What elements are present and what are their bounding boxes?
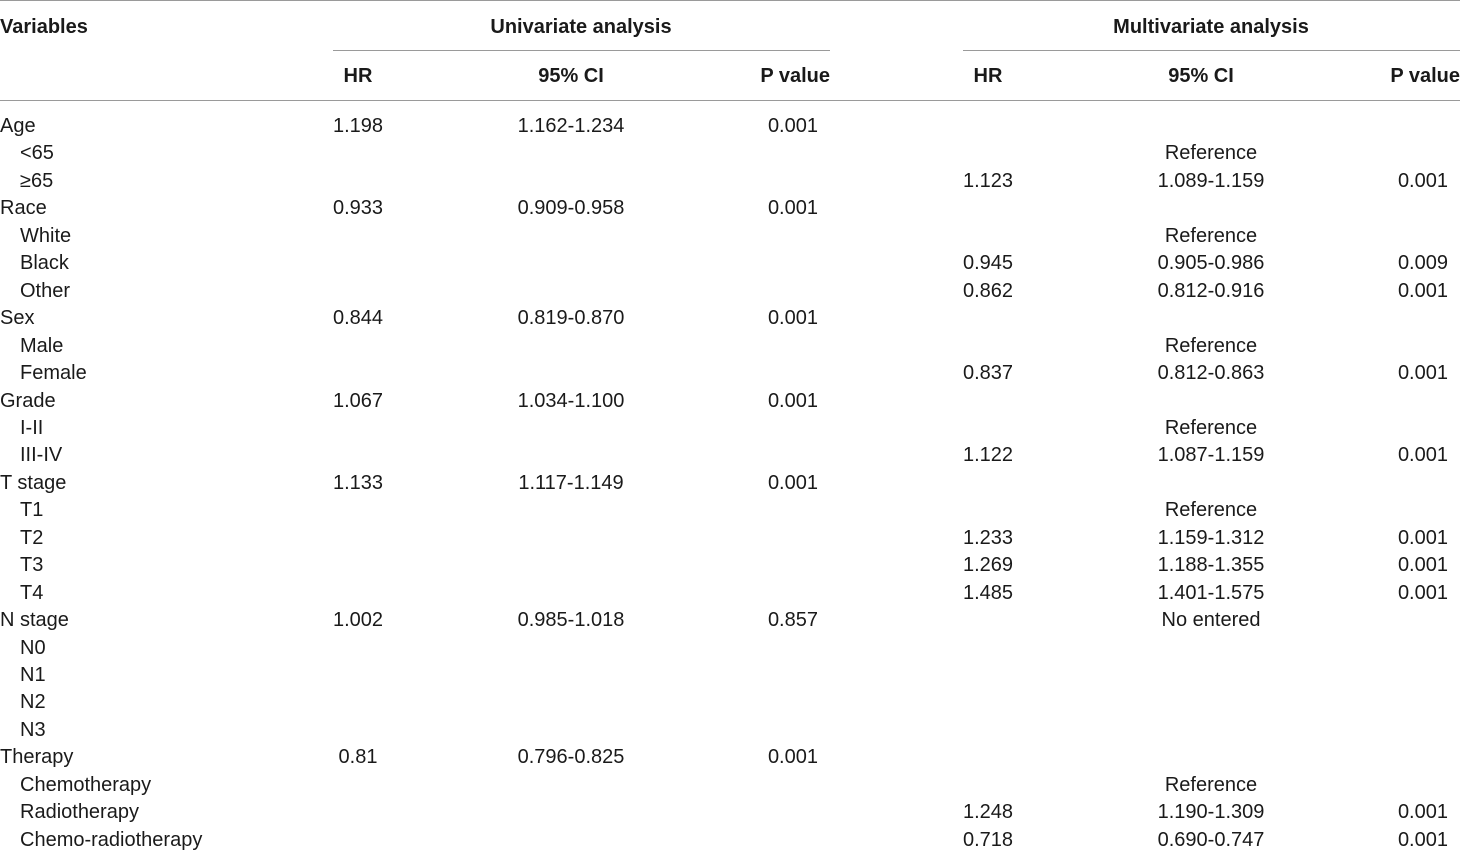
univariate-ci-cell: 0.985-1.018 bbox=[517, 609, 625, 631]
top-rule bbox=[0, 0, 1460, 1]
univariate-ci-cell: 1.162-1.234 bbox=[517, 115, 625, 137]
univariate-hr-header: HR bbox=[343, 65, 373, 87]
univariate-ci-cell: 1.117-1.149 bbox=[518, 472, 624, 494]
multivariate-ci-cell: No entered bbox=[1161, 609, 1261, 631]
variable-label: Male bbox=[20, 335, 64, 357]
multivariate-p-cell: 0.001 bbox=[1397, 829, 1448, 851]
multivariate-p-cell: 0.001 bbox=[1397, 527, 1448, 549]
univariate-p-cell: 0.001 bbox=[767, 472, 818, 494]
variable-label: T4 bbox=[20, 582, 44, 604]
variable-label: I-II bbox=[20, 417, 44, 439]
multivariate-ci-cell: 0.812-0.916 bbox=[1157, 280, 1265, 302]
variable-label: N3 bbox=[20, 719, 46, 741]
multivariate-hr-header: HR bbox=[973, 65, 1003, 87]
multivariate-group-rule bbox=[963, 50, 1460, 51]
multivariate-ci-cell: 1.087-1.159 bbox=[1157, 444, 1265, 466]
multivariate-ci-cell: 1.188-1.355 bbox=[1157, 554, 1265, 576]
variable-label: N1 bbox=[20, 664, 46, 686]
univariate-p-header: P value bbox=[760, 65, 830, 87]
multivariate-hr-cell: 1.485 bbox=[962, 582, 1014, 604]
variable-label: White bbox=[20, 225, 72, 247]
univariate-hr-cell: 1.133 bbox=[332, 472, 384, 494]
multivariate-p-header: P value bbox=[1390, 65, 1460, 87]
multivariate-ci-cell: Reference bbox=[1164, 417, 1258, 439]
multivariate-ci-cell: Reference bbox=[1164, 225, 1258, 247]
variable-label: ≥65 bbox=[20, 170, 54, 192]
univariate-hr-cell: 1.067 bbox=[332, 390, 384, 412]
multivariate-p-cell: 0.001 bbox=[1397, 801, 1448, 823]
multivariate-hr-cell: 1.233 bbox=[962, 527, 1014, 549]
univariate-p-cell: 0.001 bbox=[767, 115, 818, 137]
multivariate-p-cell: 0.001 bbox=[1397, 582, 1448, 604]
multivariate-hr-cell: 1.269 bbox=[962, 554, 1014, 576]
multivariate-ci-cell: 1.159-1.312 bbox=[1157, 527, 1265, 549]
multivariate-hr-cell: 1.248 bbox=[962, 801, 1014, 823]
univariate-p-cell: 0.001 bbox=[767, 307, 818, 329]
variable-label: Age bbox=[0, 115, 36, 137]
variable-label: N2 bbox=[20, 691, 46, 713]
variable-label: Female bbox=[20, 362, 87, 384]
variable-label: Chemotherapy bbox=[20, 774, 152, 796]
multivariate-ci-cell: Reference bbox=[1164, 142, 1258, 164]
variable-label: Other bbox=[20, 280, 71, 302]
univariate-ci-cell: 0.909-0.958 bbox=[517, 197, 625, 219]
univariate-p-cell: 0.001 bbox=[767, 197, 818, 219]
multivariate-p-cell: 0.001 bbox=[1397, 280, 1448, 302]
header-bottom-rule bbox=[0, 100, 1460, 101]
univariate-hr-cell: 1.198 bbox=[332, 115, 384, 137]
univariate-ci-cell: 1.034-1.100 bbox=[517, 390, 625, 412]
univariate-ci-header: 95% CI bbox=[538, 65, 604, 87]
univariate-hr-cell: 0.933 bbox=[332, 197, 384, 219]
univariate-group-rule bbox=[333, 50, 830, 51]
variable-label: <65 bbox=[20, 142, 54, 164]
variable-label: Therapy bbox=[0, 746, 74, 768]
univariate-hr-cell: 1.002 bbox=[332, 609, 384, 631]
variable-label: Grade bbox=[0, 390, 56, 412]
multivariate-p-cell: 0.001 bbox=[1397, 444, 1448, 466]
multivariate-ci-cell: Reference bbox=[1164, 774, 1258, 796]
univariate-p-cell: 0.001 bbox=[767, 390, 818, 412]
multivariate-hr-cell: 0.718 bbox=[962, 829, 1014, 851]
multivariate-ci-cell: 1.401-1.575 bbox=[1157, 582, 1265, 604]
multivariate-ci-header: 95% CI bbox=[1168, 65, 1234, 87]
multivariate-hr-cell: 0.945 bbox=[962, 252, 1014, 274]
variable-label: T3 bbox=[20, 554, 44, 576]
multivariate-hr-cell: 1.122 bbox=[962, 444, 1014, 466]
variable-label: T2 bbox=[20, 527, 44, 549]
variable-label: Black bbox=[20, 252, 69, 274]
univariate-hr-cell: 0.81 bbox=[338, 746, 378, 768]
univariate-hr-cell: 0.844 bbox=[332, 307, 384, 329]
multivariate-header: Multivariate analysis bbox=[1113, 16, 1309, 38]
variable-label: Radiotherapy bbox=[20, 801, 139, 823]
univariate-ci-cell: 0.819-0.870 bbox=[517, 307, 625, 329]
variable-label: T1 bbox=[20, 499, 44, 521]
multivariate-p-cell: 0.001 bbox=[1397, 554, 1448, 576]
univariate-p-cell: 0.001 bbox=[767, 746, 818, 768]
multivariate-ci-cell: 1.089-1.159 bbox=[1157, 170, 1265, 192]
multivariate-ci-cell: 1.190-1.309 bbox=[1157, 801, 1265, 823]
multivariate-p-cell: 0.001 bbox=[1397, 170, 1448, 192]
variable-label: N0 bbox=[20, 637, 46, 659]
variable-label: T stage bbox=[0, 472, 67, 494]
univariate-p-cell: 0.857 bbox=[767, 609, 818, 631]
variable-label: Chemo-radiotherapy bbox=[20, 829, 203, 851]
multivariate-ci-cell: 0.905-0.986 bbox=[1157, 252, 1265, 274]
multivariate-ci-cell: 0.812-0.863 bbox=[1157, 362, 1265, 384]
multivariate-p-cell: 0.009 bbox=[1397, 252, 1448, 274]
multivariate-ci-cell: 0.690-0.747 bbox=[1157, 829, 1265, 851]
multivariate-p-cell: 0.001 bbox=[1397, 362, 1448, 384]
multivariate-hr-cell: 0.837 bbox=[962, 362, 1014, 384]
univariate-header: Univariate analysis bbox=[490, 16, 672, 38]
variables-header: Variables bbox=[0, 16, 88, 38]
multivariate-ci-cell: Reference bbox=[1164, 335, 1258, 357]
variable-label: N stage bbox=[0, 609, 69, 631]
multivariate-hr-cell: 1.123 bbox=[962, 170, 1014, 192]
multivariate-hr-cell: 0.862 bbox=[962, 280, 1014, 302]
univariate-ci-cell: 0.796-0.825 bbox=[517, 746, 625, 768]
multivariate-ci-cell: Reference bbox=[1164, 499, 1258, 521]
variable-label: Sex bbox=[0, 307, 35, 329]
variable-label: III-IV bbox=[20, 444, 63, 466]
variable-label: Race bbox=[0, 197, 47, 219]
